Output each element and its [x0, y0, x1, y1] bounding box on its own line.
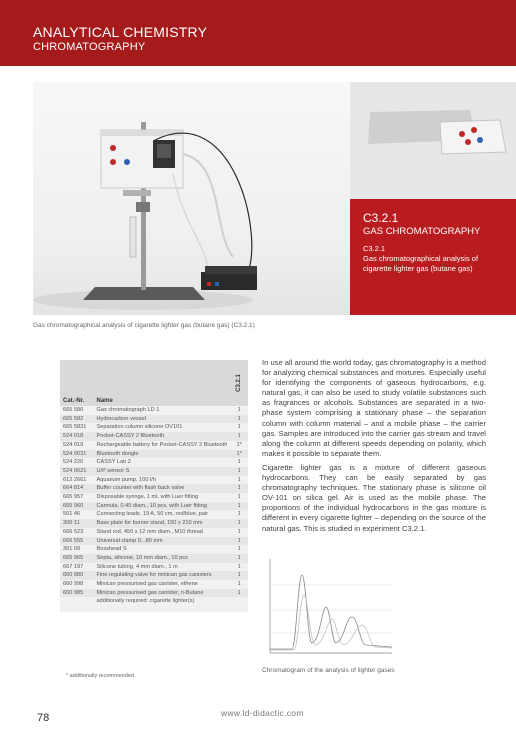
cell-quantity: 1 [230, 476, 248, 485]
table-row [60, 510, 248, 519]
cell-item-name: Minican pressurised gas canister, ethene [94, 580, 231, 589]
table-row [60, 484, 248, 493]
equipment-table-wrap [60, 360, 248, 612]
cell-quantity: 1 [230, 554, 248, 563]
cell-quantity: 1 [230, 502, 248, 511]
table-row [60, 441, 248, 450]
table-row [60, 580, 248, 589]
section-header [0, 0, 516, 66]
table-row [60, 554, 248, 563]
cell-item-name: U/P sensor S [94, 467, 231, 476]
col-header-cat: Cat.-Nr. [60, 360, 94, 406]
apparatus-photo [33, 82, 350, 315]
cell-quantity: 1 [230, 415, 248, 424]
table-row [60, 467, 248, 476]
table-row [60, 432, 248, 441]
cell-cat-number: 665 965 [60, 554, 94, 563]
chromatogram-caption: Chromatogram of the analysis of lighter gases [262, 667, 395, 674]
cell-quantity: 1 [230, 458, 248, 467]
section-title: ANALYTICAL CHEMISTRY [33, 24, 208, 40]
cell-item-name: CASSY Lab 2 [94, 458, 231, 467]
cell-item-name: Rechargeable battery for Pocket-CASSY 2 Bluetooth [94, 441, 231, 450]
cell-quantity: 1 [230, 467, 248, 476]
cell-item-name: Pocket-CASSY 2 Bluetooth [94, 432, 231, 441]
cell-cat-number: 660 998 [60, 580, 94, 589]
cell-quantity: 1 [230, 537, 248, 546]
cell-item-name: Stand rod, 450 x 12 mm diam., M10 thread [94, 528, 231, 537]
experiment-title: GAS CHROMATOGRAPHY [363, 226, 481, 237]
cell-item-name: Fine regulating valve for minican gas canisters [94, 571, 231, 580]
body-paragraph-2: Cigarette lighter gas is a mixture of different gaseous hydrocarbons. They can be easily separated by gas chromatography techniques. The stationary phase is silicone oil OV-101 on silica gel. Air is used as the mobile phase. The proportions of the individual hydrocarbons in the gas mixture is different in every cigarette lighter – depending on the source of the natural gas. This is studied in experiment C3.2.1. [262, 462, 486, 533]
cell-cat-number: 666 555 [60, 537, 94, 546]
cell-cat-number: 524 220 [60, 458, 94, 467]
col-header-name: Name [94, 360, 231, 406]
cell-cat-number: 665 960 [60, 502, 94, 511]
table-row [60, 563, 248, 572]
cell-quantity: 1 [230, 423, 248, 432]
cell-quantity: 1 [230, 545, 248, 554]
experiment-code: C3.2.1 [363, 211, 399, 225]
cell-quantity: 1 [230, 432, 248, 441]
cell-cat-number: 666 523 [60, 528, 94, 537]
cell-quantity [230, 597, 248, 612]
col-header-experiment: C3.2.1 [230, 360, 248, 406]
cell-cat-number: 524 019 [60, 441, 94, 450]
table-row [60, 493, 248, 502]
cell-item-name: Cannula, 0.45 diam., 10 pcs, with Luer fitting [94, 502, 231, 511]
experiment-box [350, 199, 516, 315]
experiment-sub-code: C3.2.1 [363, 244, 386, 253]
detail-photo [350, 82, 516, 199]
cell-quantity: 1 [230, 571, 248, 580]
cell-quantity: 1* [230, 450, 248, 459]
cell-item-name: Hydrocarbon vessel [94, 415, 231, 424]
cell-item-name: Disposable syringe, 1 ml, with Luer fitting [94, 493, 231, 502]
cell-item-name: Buffer counter with flash back valve [94, 484, 231, 493]
cell-cat-number [60, 597, 94, 612]
cell-cat-number: 301 09 [60, 545, 94, 554]
cell-quantity: 1 [230, 589, 248, 598]
cell-quantity: 1 [230, 519, 248, 528]
table-row [60, 528, 248, 537]
table-row [60, 502, 248, 511]
cell-cat-number: 612 2661 [60, 476, 94, 485]
photo-caption: Gas chromatographical analysis of cigarette lighter gas (butane gas) (C3.2.1) [33, 322, 255, 329]
cell-cat-number: 665 5831 [60, 423, 94, 432]
chromatogram-figure [262, 555, 396, 661]
page-number: 78 [37, 712, 50, 724]
cell-cat-number: 524 0621 [60, 467, 94, 476]
cell-quantity: 1 [230, 484, 248, 493]
cell-cat-number: 665 580 [60, 406, 94, 415]
cell-cat-number: 524 0031 [60, 450, 94, 459]
cell-item-name: additionally required: cigarette lighter(s) [94, 597, 231, 612]
table-row [60, 545, 248, 554]
cell-item-name: Aquarium pump, 100 l/h [94, 476, 231, 485]
cell-cat-number: 665 582 [60, 415, 94, 424]
cell-cat-number: 667 197 [60, 563, 94, 572]
cell-item-name: Connecting leads, 19 A, 50 cm, red/blue, pair [94, 510, 231, 519]
table-row [60, 423, 248, 432]
cell-item-name: Bosshead S [94, 545, 231, 554]
cell-item-name: Separation column silicone OV101 [94, 423, 231, 432]
table-row [60, 519, 248, 528]
table-row [60, 450, 248, 459]
cell-cat-number: 660 980 [60, 571, 94, 580]
table-row [60, 537, 248, 546]
cell-item-name: Base plate for burner stand, 150 x 210 mm [94, 519, 231, 528]
cell-cat-number: 524 018 [60, 432, 94, 441]
table-footnote: * additionally recommended [66, 673, 134, 679]
table-row [60, 458, 248, 467]
experiment-sub-title: Gas chromatographical analysis of cigarette lighter gas (butane gas) [363, 254, 479, 273]
cell-item-name: Minican pressurised gas canister, n-Butane [94, 589, 231, 598]
cell-quantity: 1 [230, 528, 248, 537]
table-row [60, 597, 248, 612]
cell-item-name: Universal clamp 0...80 mm [94, 537, 231, 546]
cell-item-name: Silicone tubing, 4 mm diam., 1 m [94, 563, 231, 572]
cell-cat-number: 664 814 [60, 484, 94, 493]
cell-cat-number: 665 957 [60, 493, 94, 502]
table-row [60, 589, 248, 598]
cell-quantity: 1 [230, 580, 248, 589]
cell-cat-number: 300 11 [60, 519, 94, 528]
section-subtitle: CHROMATOGRAPHY [33, 41, 146, 53]
footer-url[interactable]: www.ld-didactic.com [221, 708, 304, 718]
body-text [262, 358, 486, 538]
equipment-table [60, 360, 248, 612]
cell-cat-number: 501 46 [60, 510, 94, 519]
table-row [60, 406, 248, 415]
cell-quantity: 1 [230, 406, 248, 415]
cell-quantity: 1 [230, 563, 248, 572]
cell-quantity: 1* [230, 441, 248, 450]
cell-item-name: Septa, silicone, 10 mm diam., 10 pcs [94, 554, 231, 563]
cell-item-name: Bluetooth dongle [94, 450, 231, 459]
cell-quantity: 1 [230, 493, 248, 502]
cell-quantity: 1 [230, 510, 248, 519]
body-paragraph-1: In use all around the world today, gas chromatography is a method for analyzing chemical substances and mixtures. Especially useful for identifying the components of gaseous hydrocarbons, e.g. natural gas, it can also be used to study volatile substances such as fragrances or alcohols. Substances are separated in a two-phase system comprising a stationary phase – the separation column with column material – and a mobile phase – the carrier gas. Samples are introduced into the carrier gas stream and travel along the column at different speeds depending on polarity, which makes it possible to separate them. [262, 358, 487, 458]
table-row [60, 415, 248, 424]
cell-cat-number: 660 985 [60, 589, 94, 598]
table-row [60, 476, 248, 485]
cell-item-name: Gas chromatograph LD 1 [94, 406, 231, 415]
table-row [60, 571, 248, 580]
